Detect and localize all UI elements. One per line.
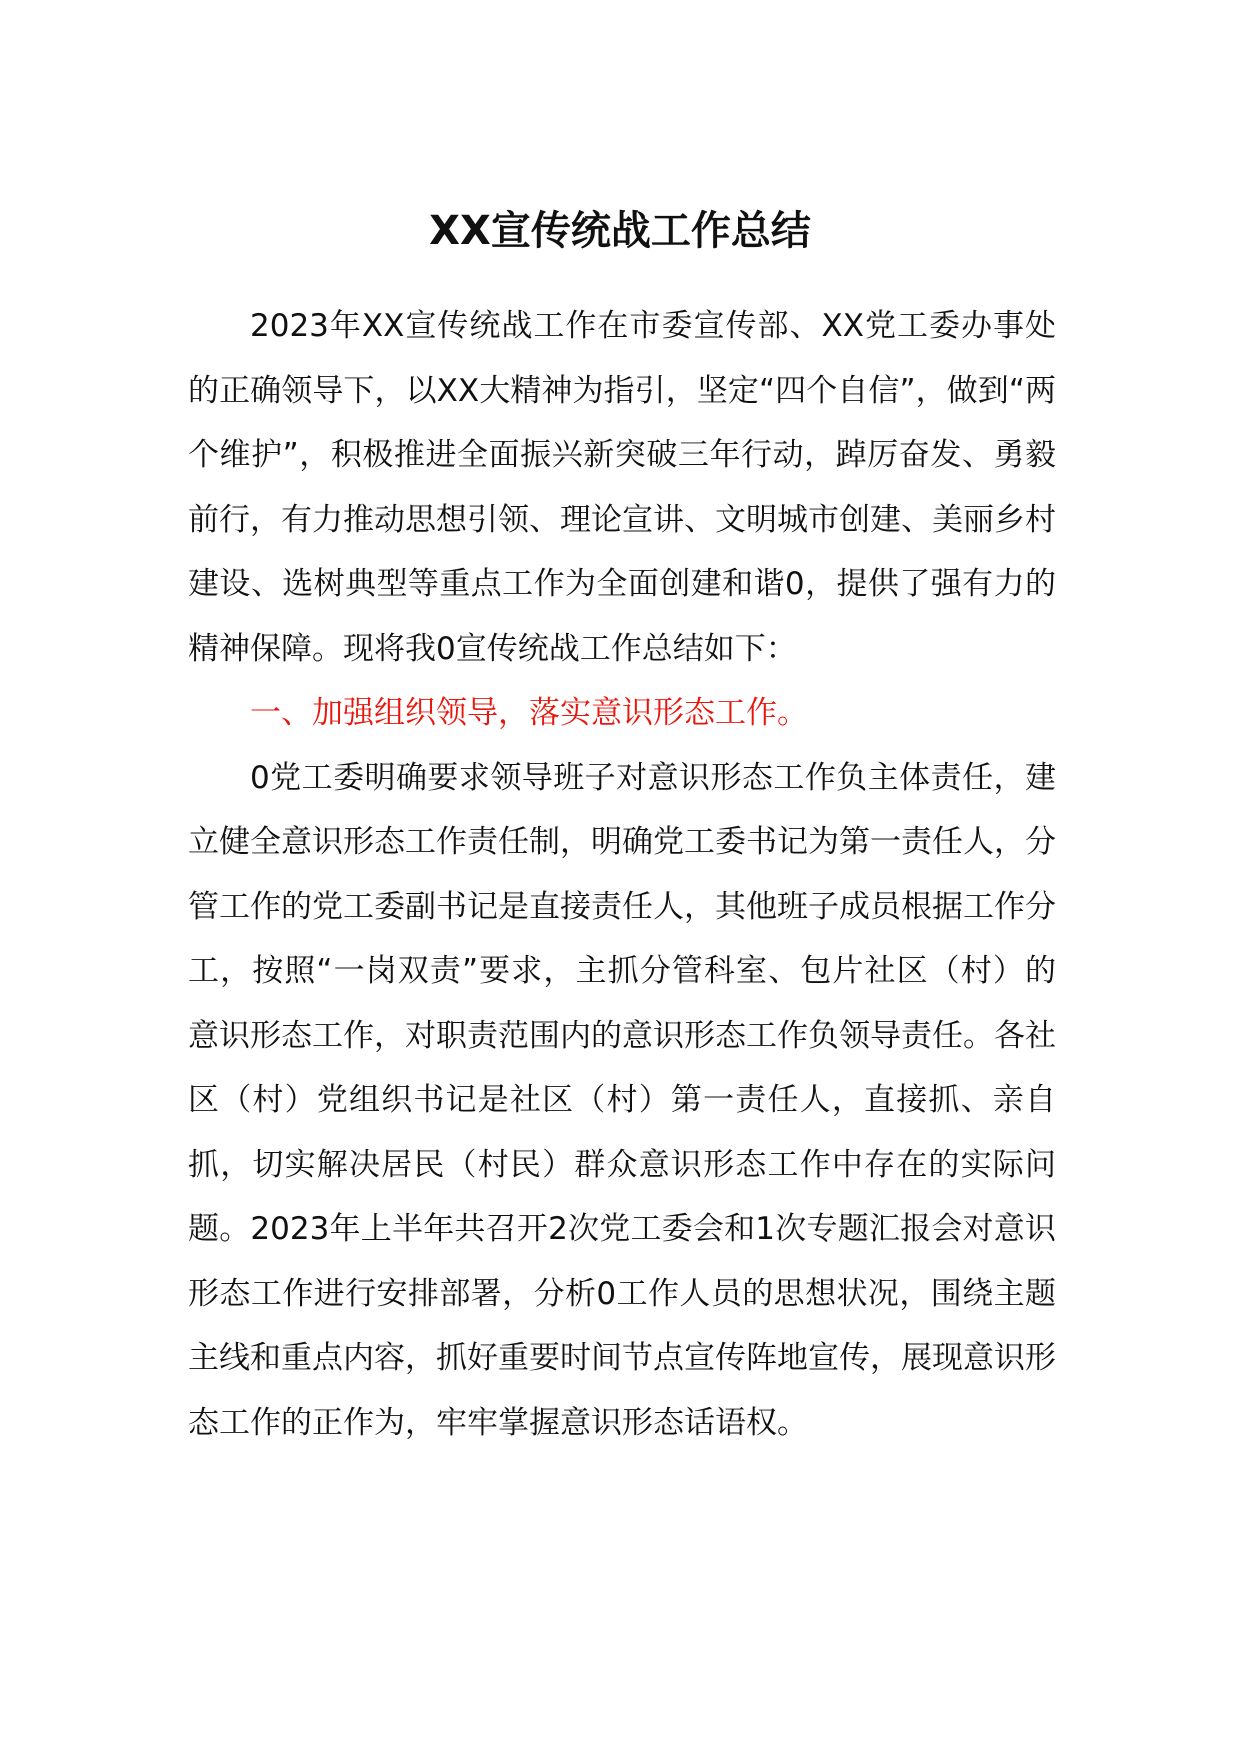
section-heading: 一、加强组织领导，落实意识形态工作。 — [250, 695, 808, 731]
section-paragraph: 0党工委明确要求领导班子对意识形态工作负主体责任，建立健全意识形态工作责任制，明确党工委书记为第一责任人，分管工作的党工委副书记是直接责任人，其他班子成员根据工作分工，按照“一岗双责”要求，主抓分管科室、包片社区（村）的意识形态工作，对职责范围内的意识形态工作负领导责任。各社区（村）党组织书记是社区（村）第一责任人，直接抓、亲自抓，切实解决居民（村民）群众意识形态工作中存在的实际问题。2023年上半年共召开2次党工委会和1次专题汇报会对意识形态工作进行安排部署，分析0工作人员的思想状况，围绕主题主线和重点内容，抓好重要时间节点宣传阵地宣传，展现意识形态工作的正作为，牢牢掌握意识形态话语权。 — [188, 759, 1056, 1441]
document-title: XX宣传统战工作总结 — [429, 208, 811, 254]
document-body — [188, 294, 1056, 1455]
intro-paragraph: 2023年XX宣传统战工作在市委宣传部、XX党工委办事处的正确领导下，以XX大精神为指引，坚定“四个自信”，做到“两个维护”，积极推进全面振兴新突破三年行动，踔厉奋发、勇毅前行，有力推动思想引领、理论宣讲、文明城市创建、美丽乡村建设、选树典型等重点工作为全面创建和谐0，提供了强有力的精神保障。现将我0宣传统战工作总结如下： — [188, 308, 1056, 667]
